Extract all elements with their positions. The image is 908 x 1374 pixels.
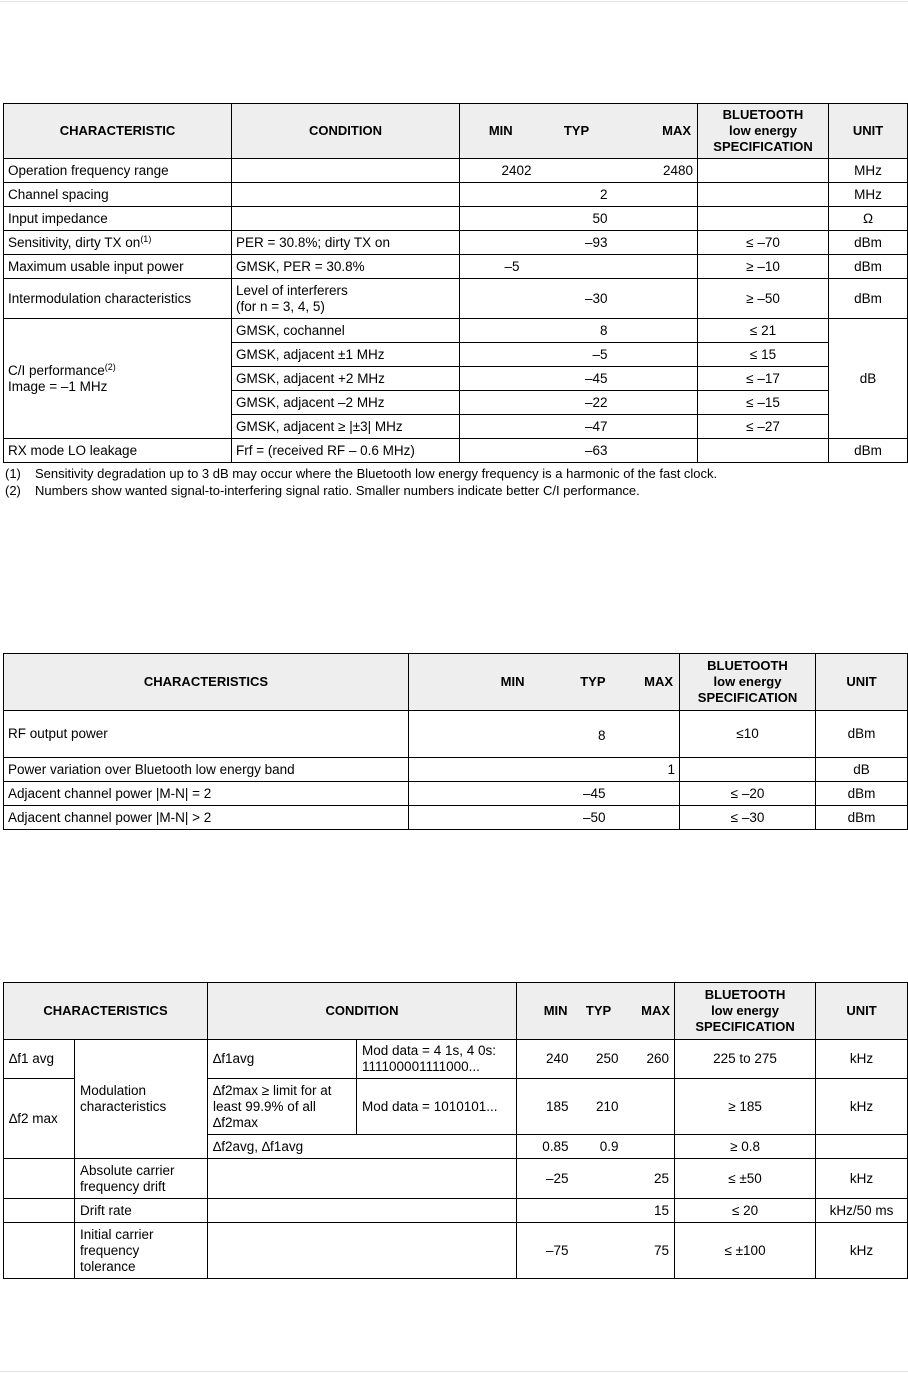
min-cell (460, 207, 542, 231)
max-cell (612, 207, 698, 231)
condition-cell: GMSK, cochannel (232, 319, 460, 343)
characteristic-line: Initial carrier (80, 1226, 154, 1242)
max-cell (612, 255, 698, 279)
spec-header-line: SPECIFICATION (695, 1019, 795, 1034)
characteristic-cell: Operation frequency range (4, 159, 232, 183)
col-header-min: MIN (460, 104, 542, 159)
spec-header-line: BLUETOOTH (722, 107, 804, 122)
unit-cell: dBm (829, 255, 908, 279)
spec-header-line: low energy (713, 674, 782, 689)
typ-cell: –45 (542, 367, 612, 391)
condition-line: Mod data = 4 1s, 4 0s: (362, 1043, 496, 1058)
min-cell: –75 (517, 1223, 574, 1279)
characteristic-line: tolerance (80, 1258, 136, 1274)
condition-cell (208, 1199, 517, 1223)
max-cell (612, 231, 698, 255)
condition-cell: ∆f2avg, ∆f1avg (208, 1135, 517, 1159)
spec-cell: ≥ –10 (698, 255, 829, 279)
max-cell (612, 415, 698, 439)
condition-cell (232, 279, 460, 319)
group-label-cell (75, 1040, 208, 1159)
spec-cell (680, 758, 816, 782)
condition-line: (for n = 3, 4, 5) (236, 298, 325, 314)
spec-cell (698, 439, 829, 463)
characteristic-line: Absolute carrier (80, 1162, 175, 1178)
characteristic-cell: Maximum usable input power (4, 255, 232, 279)
col-header-condition: CONDITION (232, 104, 460, 159)
table-row (4, 279, 908, 319)
rx-characteristics-table (3, 103, 908, 463)
col-header-typ: TYP (542, 104, 612, 159)
condition-cell: GMSK, PER = 30.8% (232, 255, 460, 279)
parameter-cell (4, 1223, 75, 1279)
typ-cell (574, 1223, 624, 1279)
min-cell (460, 415, 542, 439)
unit-cell: dB (829, 319, 908, 439)
footnote (5, 466, 717, 483)
max-cell: 2480 (612, 159, 698, 183)
col-header-unit: UNIT (829, 104, 908, 159)
spec-cell (698, 183, 829, 207)
typ-cell: 8 (542, 319, 612, 343)
col-header-characteristics: CHARACTERISTICS (4, 983, 208, 1040)
col-header-max: MAX (612, 104, 698, 159)
max-cell: 25 (624, 1159, 675, 1199)
spec-cell: ≤ –27 (698, 415, 829, 439)
characteristic-subtext: Image = –1 MHz (8, 378, 108, 394)
footnote-text: Numbers show wanted signal-to-interfering signal ratio. Smaller numbers indicate better C/I performance. (35, 482, 640, 498)
max-cell: 1 (610, 758, 680, 782)
table-row (4, 806, 908, 830)
typ-cell: –50 (547, 806, 610, 830)
spec-header-line: low energy (729, 123, 797, 138)
unit-cell: dBm (829, 279, 908, 319)
col-header-typ: TYP (547, 654, 610, 711)
unit-cell: dBm (829, 439, 908, 463)
page-bottom-rule (0, 1371, 908, 1372)
spec-cell: ≥ –50 (698, 279, 829, 319)
max-cell (624, 1135, 675, 1159)
table-row (4, 782, 908, 806)
table-row (4, 1223, 908, 1279)
typ-cell: –47 (542, 415, 612, 439)
condition-cell: PER = 30.8%; dirty TX on (232, 231, 460, 255)
characteristic-line: frequency drift (80, 1178, 166, 1194)
characteristic-cell (75, 1159, 208, 1199)
table-header-row (4, 104, 908, 159)
characteristic-cell: Input impedance (4, 207, 232, 231)
table-row (4, 231, 908, 255)
col-header-characteristics: CHARACTERISTICS (4, 654, 409, 711)
unit-cell: kHz/50 ms (816, 1199, 908, 1223)
min-cell: 2402 (460, 159, 542, 183)
footnote-ref: (2) (104, 361, 116, 372)
characteristic-cell: Drift rate (75, 1199, 208, 1223)
max-cell (612, 343, 698, 367)
typ-cell (574, 1159, 624, 1199)
condition-cell (232, 183, 460, 207)
col-header-min: MIN (517, 983, 574, 1040)
unit-cell: dBm (816, 782, 908, 806)
condition-cell (208, 1079, 357, 1135)
typ-cell: 210 (574, 1079, 624, 1135)
col-header-spec (675, 983, 816, 1040)
min-cell (460, 231, 542, 255)
max-cell: 15 (624, 1199, 675, 1223)
characteristic-cell: Intermodulation characteristics (4, 279, 232, 319)
typ-cell: –5 (542, 343, 612, 367)
parameter-cell (4, 1159, 75, 1199)
spec-cell (698, 207, 829, 231)
condition-line: Level of interferers (236, 282, 348, 298)
max-cell (612, 319, 698, 343)
condition-cell: GMSK, adjacent ≥ |±3| MHz (232, 415, 460, 439)
unit-cell (816, 1135, 908, 1159)
max-cell (624, 1079, 675, 1135)
col-header-max: MAX (624, 983, 675, 1040)
unit-cell: MHz (829, 159, 908, 183)
spec-cell: ≤ –15 (698, 391, 829, 415)
condition-cell: ∆f1avg (208, 1040, 357, 1079)
condition-cell (232, 159, 460, 183)
min-cell: 240 (517, 1040, 574, 1079)
min-cell: 0.85 (517, 1135, 574, 1159)
spec-cell: ≤ –20 (680, 782, 816, 806)
page-top-rule (0, 1, 908, 2)
parameter-cell: ∆f2 max (4, 1079, 75, 1159)
characteristic-text: Sensitivity, dirty TX on (8, 234, 141, 250)
typ-cell: 50 (542, 207, 612, 231)
min-cell (409, 782, 547, 806)
unit-cell: dBm (816, 806, 908, 830)
table-row (4, 1199, 908, 1223)
group-label-line: characteristics (80, 1099, 167, 1114)
group-label-line: Modulation (80, 1083, 147, 1098)
spec-cell: ≤ 21 (698, 319, 829, 343)
spec-cell: 225 to 275 (675, 1040, 816, 1079)
spec-cell: ≥ 185 (675, 1079, 816, 1135)
typ-cell: –30 (542, 279, 612, 319)
unit-cell: dBm (829, 231, 908, 255)
typ-cell: 2 (542, 183, 612, 207)
spec-cell: ≤ 15 (698, 343, 829, 367)
unit-cell: dB (816, 758, 908, 782)
footnote (5, 483, 717, 500)
typ-cell: 8 (547, 711, 610, 758)
characteristic-cell: Channel spacing (4, 183, 232, 207)
typ-cell: –93 (542, 231, 612, 255)
characteristic-cell (4, 319, 232, 439)
spec-cell: ≤ ±100 (675, 1223, 816, 1279)
max-cell (612, 391, 698, 415)
min-cell (460, 367, 542, 391)
table-row (4, 183, 908, 207)
spec-header-line: BLUETOOTH (707, 658, 788, 673)
characteristics-cell: Power variation over Bluetooth low energy band (4, 758, 409, 782)
col-header-unit: UNIT (816, 654, 908, 711)
table-row (4, 439, 908, 463)
spec-header-line: BLUETOOTH (704, 987, 786, 1002)
max-cell (612, 183, 698, 207)
unit-cell: Ω (829, 207, 908, 231)
spec-header-line: SPECIFICATION (713, 139, 813, 154)
col-header-unit: UNIT (816, 983, 908, 1040)
col-header-max: MAX (610, 654, 680, 711)
characteristic-line: frequency (80, 1242, 140, 1258)
spec-cell: ≤ –17 (698, 367, 829, 391)
col-header-spec (680, 654, 816, 711)
spec-header-line: low energy (711, 1003, 779, 1018)
condition-cell (208, 1223, 517, 1279)
typ-cell (542, 255, 612, 279)
characteristics-cell: Adjacent channel power |M-N| = 2 (4, 782, 409, 806)
typ-cell: –63 (542, 439, 612, 463)
table-row (4, 255, 908, 279)
min-cell: –5 (460, 255, 542, 279)
min-cell (460, 343, 542, 367)
typ-cell: 250 (574, 1040, 624, 1079)
footnote-text: Sensitivity degradation up to 3 dB may occur where the Bluetooth low energy frequency is a harmonic of the fast clock. (35, 466, 718, 481)
spec-cell (698, 159, 829, 183)
modulation-characteristics-table (3, 982, 908, 1279)
unit-cell: MHz (829, 183, 908, 207)
col-header-condition: CONDITION (208, 983, 517, 1040)
min-cell (460, 279, 542, 319)
unit-cell: kHz (816, 1159, 908, 1199)
spec-header-line: SPECIFICATION (697, 690, 798, 705)
typ-cell: 0.9 (574, 1135, 624, 1159)
spec-cell: ≥ 0.8 (675, 1135, 816, 1159)
footnote-number: (2) (5, 482, 21, 498)
condition-cell: GMSK, adjacent –2 MHz (232, 391, 460, 415)
table-row (4, 1040, 908, 1079)
condition-cell (232, 207, 460, 231)
characteristic-cell (4, 231, 232, 255)
max-cell (612, 439, 698, 463)
table-footnotes (5, 466, 717, 499)
table-row (4, 319, 908, 343)
min-cell (409, 758, 547, 782)
max-cell (612, 279, 698, 319)
characteristic-cell: RX mode LO leakage (4, 439, 232, 463)
table-row (4, 711, 908, 758)
typ-cell (542, 159, 612, 183)
spec-cell: ≤ –70 (698, 231, 829, 255)
table-header-row (4, 654, 908, 711)
unit-cell: kHz (816, 1223, 908, 1279)
min-cell (517, 1199, 574, 1223)
col-header-characteristic: CHARACTERISTIC (4, 104, 232, 159)
characteristics-cell: Adjacent channel power |M-N| > 2 (4, 806, 409, 830)
table-row (4, 207, 908, 231)
max-cell (610, 782, 680, 806)
spec-cell: ≤10 (680, 711, 816, 758)
condition-line: least 99.9% of all (213, 1098, 316, 1114)
table-row (4, 1159, 908, 1199)
min-cell: –25 (517, 1159, 574, 1199)
condition-line: ∆f2max ≥ limit for at (213, 1082, 332, 1098)
footnote-number: (1) (5, 466, 21, 481)
parameter-cell (4, 1199, 75, 1223)
min-cell (460, 183, 542, 207)
condition-line: 111100001111000... (362, 1059, 480, 1074)
footnote-ref: (1) (140, 233, 152, 244)
spec-cell: ≤ 20 (675, 1199, 816, 1223)
min-cell (409, 806, 547, 830)
condition-line: ∆f2max (213, 1114, 259, 1130)
spec-cell: ≤ ±50 (675, 1159, 816, 1199)
unit-cell: dBm (816, 711, 908, 758)
max-cell: 260 (624, 1040, 675, 1079)
max-cell (610, 711, 680, 758)
max-cell (610, 806, 680, 830)
condition-cell: Frf = (received RF – 0.6 MHz) (232, 439, 460, 463)
tx-characteristics-table (3, 653, 908, 830)
table-row (4, 159, 908, 183)
table-row (4, 758, 908, 782)
table-header-row (4, 983, 908, 1040)
condition-cell: GMSK, adjacent ±1 MHz (232, 343, 460, 367)
typ-cell: –45 (547, 782, 610, 806)
unit-cell: kHz (816, 1040, 908, 1079)
condition-cell (208, 1159, 517, 1199)
spec-cell: ≤ –30 (680, 806, 816, 830)
min-cell (409, 711, 547, 758)
col-header-min: MIN (409, 654, 547, 711)
max-cell: 75 (624, 1223, 675, 1279)
min-cell (460, 391, 542, 415)
typ-cell: –22 (542, 391, 612, 415)
max-cell (612, 367, 698, 391)
typ-cell (547, 758, 610, 782)
condition-detail-cell: Mod data = 1010101... (357, 1079, 517, 1135)
col-header-typ: TYP (574, 983, 624, 1040)
min-cell (460, 439, 542, 463)
typ-cell (574, 1199, 624, 1223)
characteristics-cell: RF output power (4, 711, 409, 758)
min-cell: 185 (517, 1079, 574, 1135)
parameter-cell: ∆f1 avg (4, 1040, 75, 1079)
col-header-spec (698, 104, 829, 159)
unit-cell: kHz (816, 1079, 908, 1135)
characteristic-text: C/I performance (8, 362, 105, 378)
min-cell (460, 319, 542, 343)
condition-detail-cell (357, 1040, 517, 1079)
characteristic-cell (75, 1223, 208, 1279)
condition-cell: GMSK, adjacent +2 MHz (232, 367, 460, 391)
